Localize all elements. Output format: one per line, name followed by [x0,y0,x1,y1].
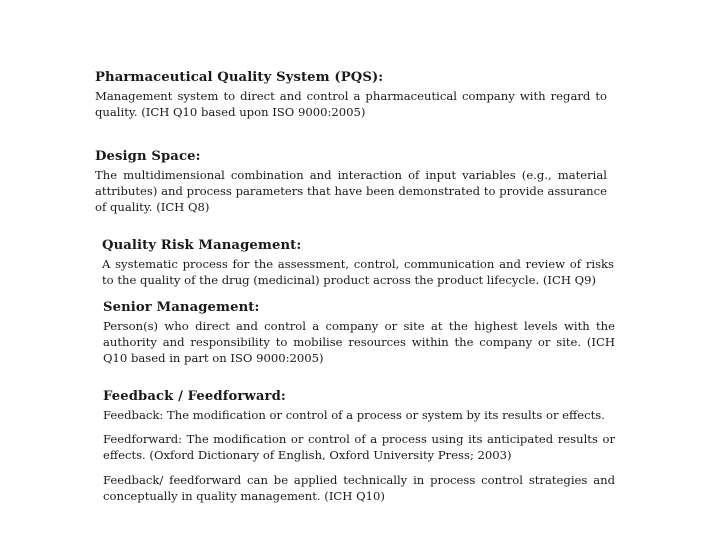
definition-text-feedforward: Feedforward: The modification or control of a process using its anticipated results or effects. (Oxford Dictionary of English, Oxford University Press; 2003) [103,432,615,463]
definition-text: The multidimensional combination and interaction of input variables (e.g., material attributes) and process parameters that have been demonstrated to provide assurance of quality. (ICH Q8) [95,168,607,215]
definition-pqs [95,70,607,120]
definition-text: Management system to direct and control a pharmaceutical company with regard to quality. (ICH Q10 based upon ISO 9000:2005) [95,89,607,120]
term-heading: Quality Risk Management: [102,238,302,253]
definition-quality-risk-management [102,238,614,288]
definition-text: Person(s) who direct and control a company or site at the highest levels with the authority and responsibility to mobilise resources within the company or site. (ICH Q10 based in part on ISO 9000:2005) [103,319,615,366]
term-heading: Pharmaceutical Quality System (PQS): [95,70,384,85]
definition-text-application: Feedback/ feedforward can be applied technically in process control strategies and conceptually in quality management. (ICH Q10) [103,472,615,503]
term-heading: Senior Management: [103,300,260,315]
definition-text-feedback: Feedback: The modification or control of a process or system by its results or effects. [103,408,605,422]
definition-senior-management [103,300,615,367]
definition-text: A systematic process for the assessment, control, communication and review of risks to the quality of the drug (medicinal) product across the product lifecycle. (ICH Q9) [102,257,614,288]
term-heading: Design Space: [95,149,201,164]
term-heading: Feedback / Feedforward: [103,389,286,404]
definition-feedback-feedforward [103,389,615,504]
definition-design-space [95,149,607,216]
